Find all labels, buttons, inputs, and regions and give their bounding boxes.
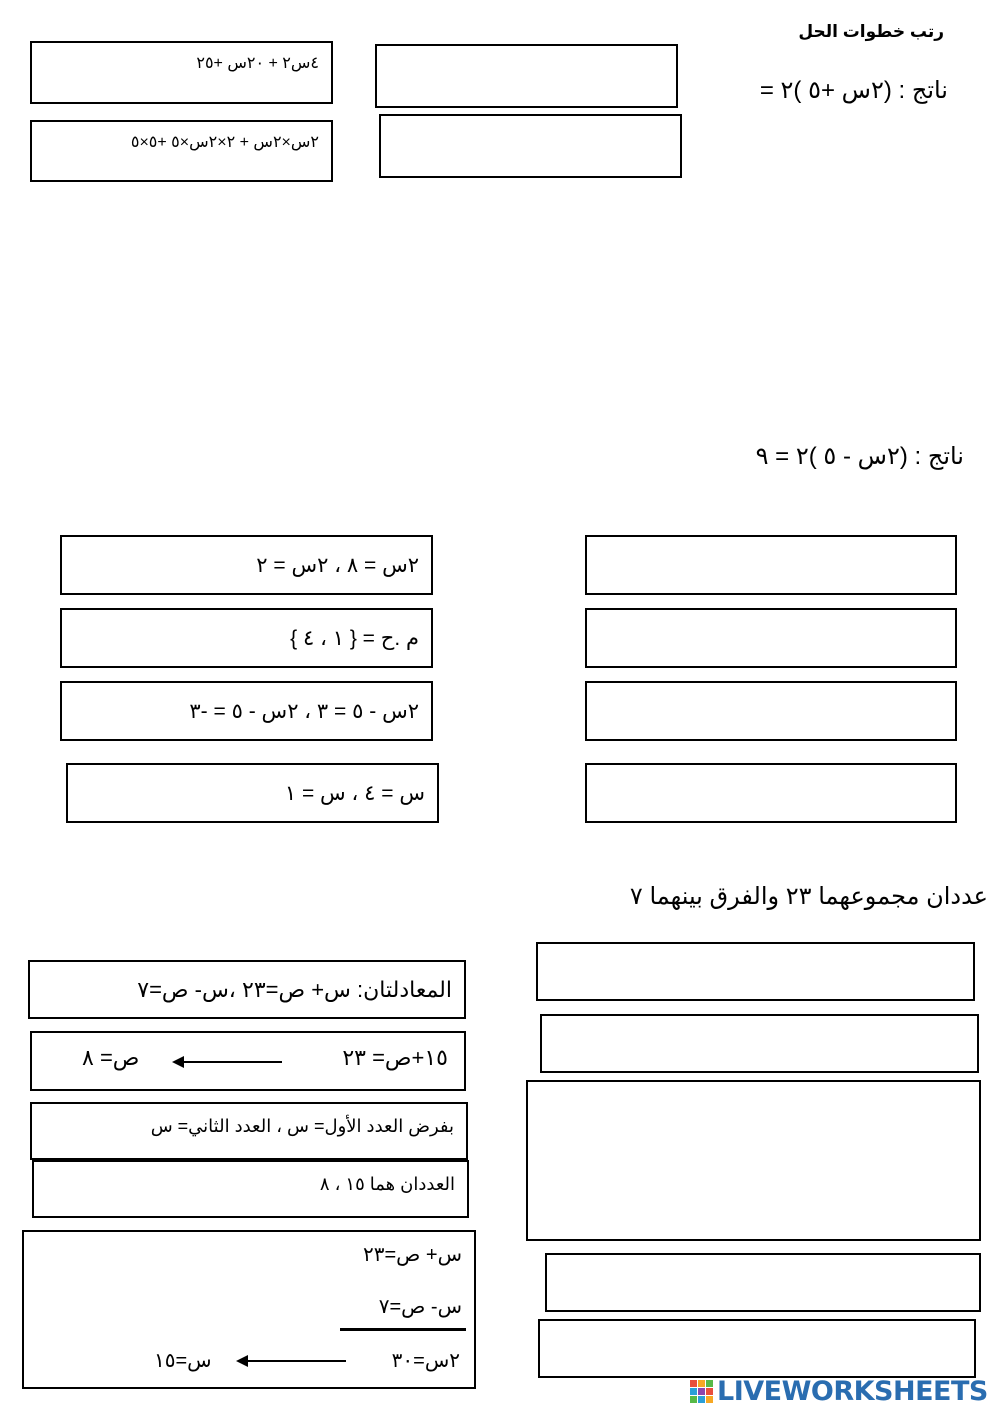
logo-square: [706, 1396, 713, 1403]
q3-drop-slot-2[interactable]: [540, 1014, 979, 1073]
q2-card-linear-text: ٢س = ٨ ، ٢س = ٢: [256, 553, 419, 577]
q3-card-substitution-right: ص= ٨: [82, 1045, 140, 1070]
q3-card-substitution[interactable]: [30, 1031, 466, 1091]
q2-prompt-text: ناتج : (٢س - ٥ )٢ = ٩: [755, 443, 964, 470]
logo-text: LIVEWORKSHEETS: [717, 1376, 988, 1407]
q2-card-solution-set[interactable]: [60, 608, 433, 668]
logo-square: [690, 1388, 697, 1395]
q2-card-values-text: س = ٤ ، س = ١: [284, 781, 425, 805]
logo-square: [690, 1380, 697, 1387]
q2-prompt: [756, 442, 964, 471]
logo-square: [706, 1380, 713, 1387]
q1-card-product[interactable]: [30, 120, 333, 182]
q1-card-expanded[interactable]: [30, 41, 333, 104]
q1-card-expanded-text: ٤س٢ + ٢٠س +٢٥: [196, 55, 319, 72]
liveworksheets-logo: [690, 1376, 988, 1407]
left-arrow-icon: [246, 1360, 346, 1362]
logo-square: [698, 1380, 705, 1387]
q1-drop-slot-2[interactable]: [379, 114, 682, 178]
logo-square: [706, 1388, 713, 1395]
elim-line-1: س+ ص=٢٣: [363, 1244, 462, 1266]
q2-card-roots[interactable]: [60, 681, 433, 741]
elim-line-3-right: س=١٥: [154, 1350, 212, 1372]
q3-prompt: عددان مجموعهما ٢٣ والفرق بينهما ٧: [629, 883, 988, 910]
elim-line-2: س- ص=٧: [378, 1296, 462, 1318]
elim-line-3-left: ٢س=٣٠: [391, 1350, 460, 1372]
q2-drop-slot-1[interactable]: [585, 535, 957, 595]
q2-drop-slot-3[interactable]: [585, 681, 957, 741]
logo-square: [690, 1396, 697, 1403]
elim-divider-line: [340, 1328, 466, 1331]
q2-card-values[interactable]: [66, 763, 439, 823]
logo-square: [698, 1388, 705, 1395]
q1-drop-slot-1[interactable]: [375, 44, 678, 108]
q3-drop-slot-1[interactable]: [536, 942, 975, 1001]
q3-card-elimination[interactable]: [22, 1230, 476, 1389]
q2-drop-slot-2[interactable]: [585, 608, 957, 668]
q1-card-product-text: ٢س×٢س + ٢×٢س×٥ +٥×٥: [130, 134, 319, 151]
q3-card-answer[interactable]: [32, 1160, 469, 1218]
instruction-title: رتب خطوات الحل: [798, 22, 944, 41]
q3-drop-slot-4[interactable]: [545, 1253, 981, 1312]
logo-grid-icon: [690, 1380, 713, 1403]
q3-card-assume[interactable]: [30, 1102, 468, 1160]
q3-drop-slot-5[interactable]: [538, 1319, 976, 1378]
logo-square: [698, 1396, 705, 1403]
q3-card-answer-text: العددان هما ١٥ ، ٨: [319, 1174, 455, 1194]
left-arrow-icon: [182, 1061, 282, 1063]
q2-card-linear[interactable]: [60, 535, 433, 595]
q3-card-substitution-left: ١٥+ص= ٢٣: [342, 1045, 448, 1070]
q3-drop-slot-3[interactable]: [526, 1080, 981, 1241]
q3-card-assume-text: بفرض العدد الأول= س ، العدد الثاني= س: [150, 1116, 454, 1136]
q1-prompt-text: ناتج : (٢س +٥ )٢ =: [759, 77, 948, 104]
q2-card-solution-set-text: م .ح = { ١ ، ٤ }: [290, 626, 419, 650]
q3-card-equations[interactable]: [28, 960, 466, 1019]
q3-card-equations-text: المعادلتان: س+ ص=٢٣ ،س- ص=٧: [137, 976, 452, 1002]
q2-drop-slot-4[interactable]: [585, 763, 957, 823]
q2-card-roots-text: ٢س - ٥ = ٣ ، ٢س - ٥ = -٣: [189, 699, 419, 723]
q1-prompt: [760, 76, 948, 105]
